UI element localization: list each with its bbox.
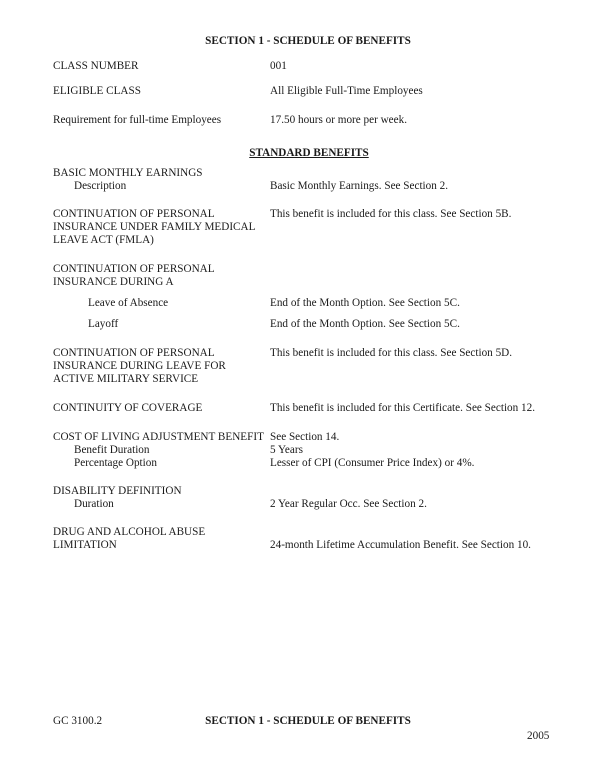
leave-of-absence-value: End of the Month Option. See Section 5C.	[270, 297, 460, 309]
leave-of-absence-label: Leave of Absence	[88, 297, 169, 309]
basic-monthly-earnings-sublabel: Description	[74, 180, 127, 192]
military-heading-line-1: CONTINUATION OF PERSONAL	[53, 347, 215, 359]
disability-duration-value: 2 Year Regular Occ. See Section 2.	[270, 498, 427, 510]
cola-percentage-option-label: Percentage Option	[74, 457, 157, 469]
eligible-class-value: All Eligible Full-Time Employees	[270, 85, 423, 97]
requirement-value: 17.50 hours or more per week.	[270, 114, 408, 126]
footer-section-title: SECTION 1 - SCHEDULE OF BENEFITS	[205, 715, 411, 727]
fmla-heading-line-2: INSURANCE UNDER FAMILY MEDICAL	[53, 221, 256, 233]
footer-form-number: GC 3100.2	[53, 715, 103, 727]
continuity-heading: CONTINUITY OF COVERAGE	[53, 402, 203, 414]
layoff-label: Layoff	[88, 318, 119, 330]
continuation-during-heading-line-1: CONTINUATION OF PERSONAL	[53, 263, 215, 275]
basic-monthly-earnings-value: Basic Monthly Earnings. See Section 2.	[270, 180, 449, 192]
page-title: SECTION 1 - SCHEDULE OF BENEFITS	[205, 35, 411, 47]
fmla-value: This benefit is included for this class. See Section 5B.	[270, 208, 512, 220]
disability-definition-heading: DISABILITY DEFINITION	[53, 485, 182, 497]
continuation-during-heading-line-2: INSURANCE DURING A	[53, 276, 174, 288]
fmla-heading-line-1: CONTINUATION OF PERSONAL	[53, 208, 215, 220]
cola-percentage-option-value: Lesser of CPI (Consumer Price Index) or 4%.	[270, 457, 475, 469]
class-number-label: CLASS NUMBER	[53, 60, 139, 72]
drug-alcohol-value: 24-month Lifetime Accumulation Benefit. See Section 10.	[270, 539, 531, 551]
cola-benefit-duration-label: Benefit Duration	[74, 444, 150, 456]
military-value: This benefit is included for this class. See Section 5D.	[270, 347, 513, 359]
drug-alcohol-heading-line-1: DRUG AND ALCOHOL ABUSE	[53, 526, 206, 538]
basic-monthly-earnings-heading: BASIC MONTHLY EARNINGS	[53, 167, 203, 179]
footer-year: 2005	[527, 730, 550, 742]
cola-benefit-duration-value: 5 Years	[270, 444, 303, 456]
cola-value: See Section 14.	[270, 431, 340, 443]
standard-benefits-heading: STANDARD BENEFITS	[249, 147, 369, 159]
military-heading-line-3: ACTIVE MILITARY SERVICE	[53, 373, 199, 385]
disability-duration-label: Duration	[74, 498, 114, 510]
class-number-value: 001	[270, 60, 287, 72]
military-heading-line-2: INSURANCE DURING LEAVE FOR	[53, 360, 226, 372]
requirement-label: Requirement for full-time Employees	[53, 114, 222, 126]
cola-heading: COST OF LIVING ADJUSTMENT BENEFIT	[53, 431, 264, 443]
fmla-heading-line-3: LEAVE ACT (FMLA)	[53, 234, 154, 246]
drug-alcohol-heading-line-2: LIMITATION	[53, 539, 117, 551]
layoff-value: End of the Month Option. See Section 5C.	[270, 318, 460, 330]
eligible-class-label: ELIGIBLE CLASS	[53, 85, 141, 97]
continuity-value: This benefit is included for this Certificate. See Section 12.	[270, 402, 536, 414]
